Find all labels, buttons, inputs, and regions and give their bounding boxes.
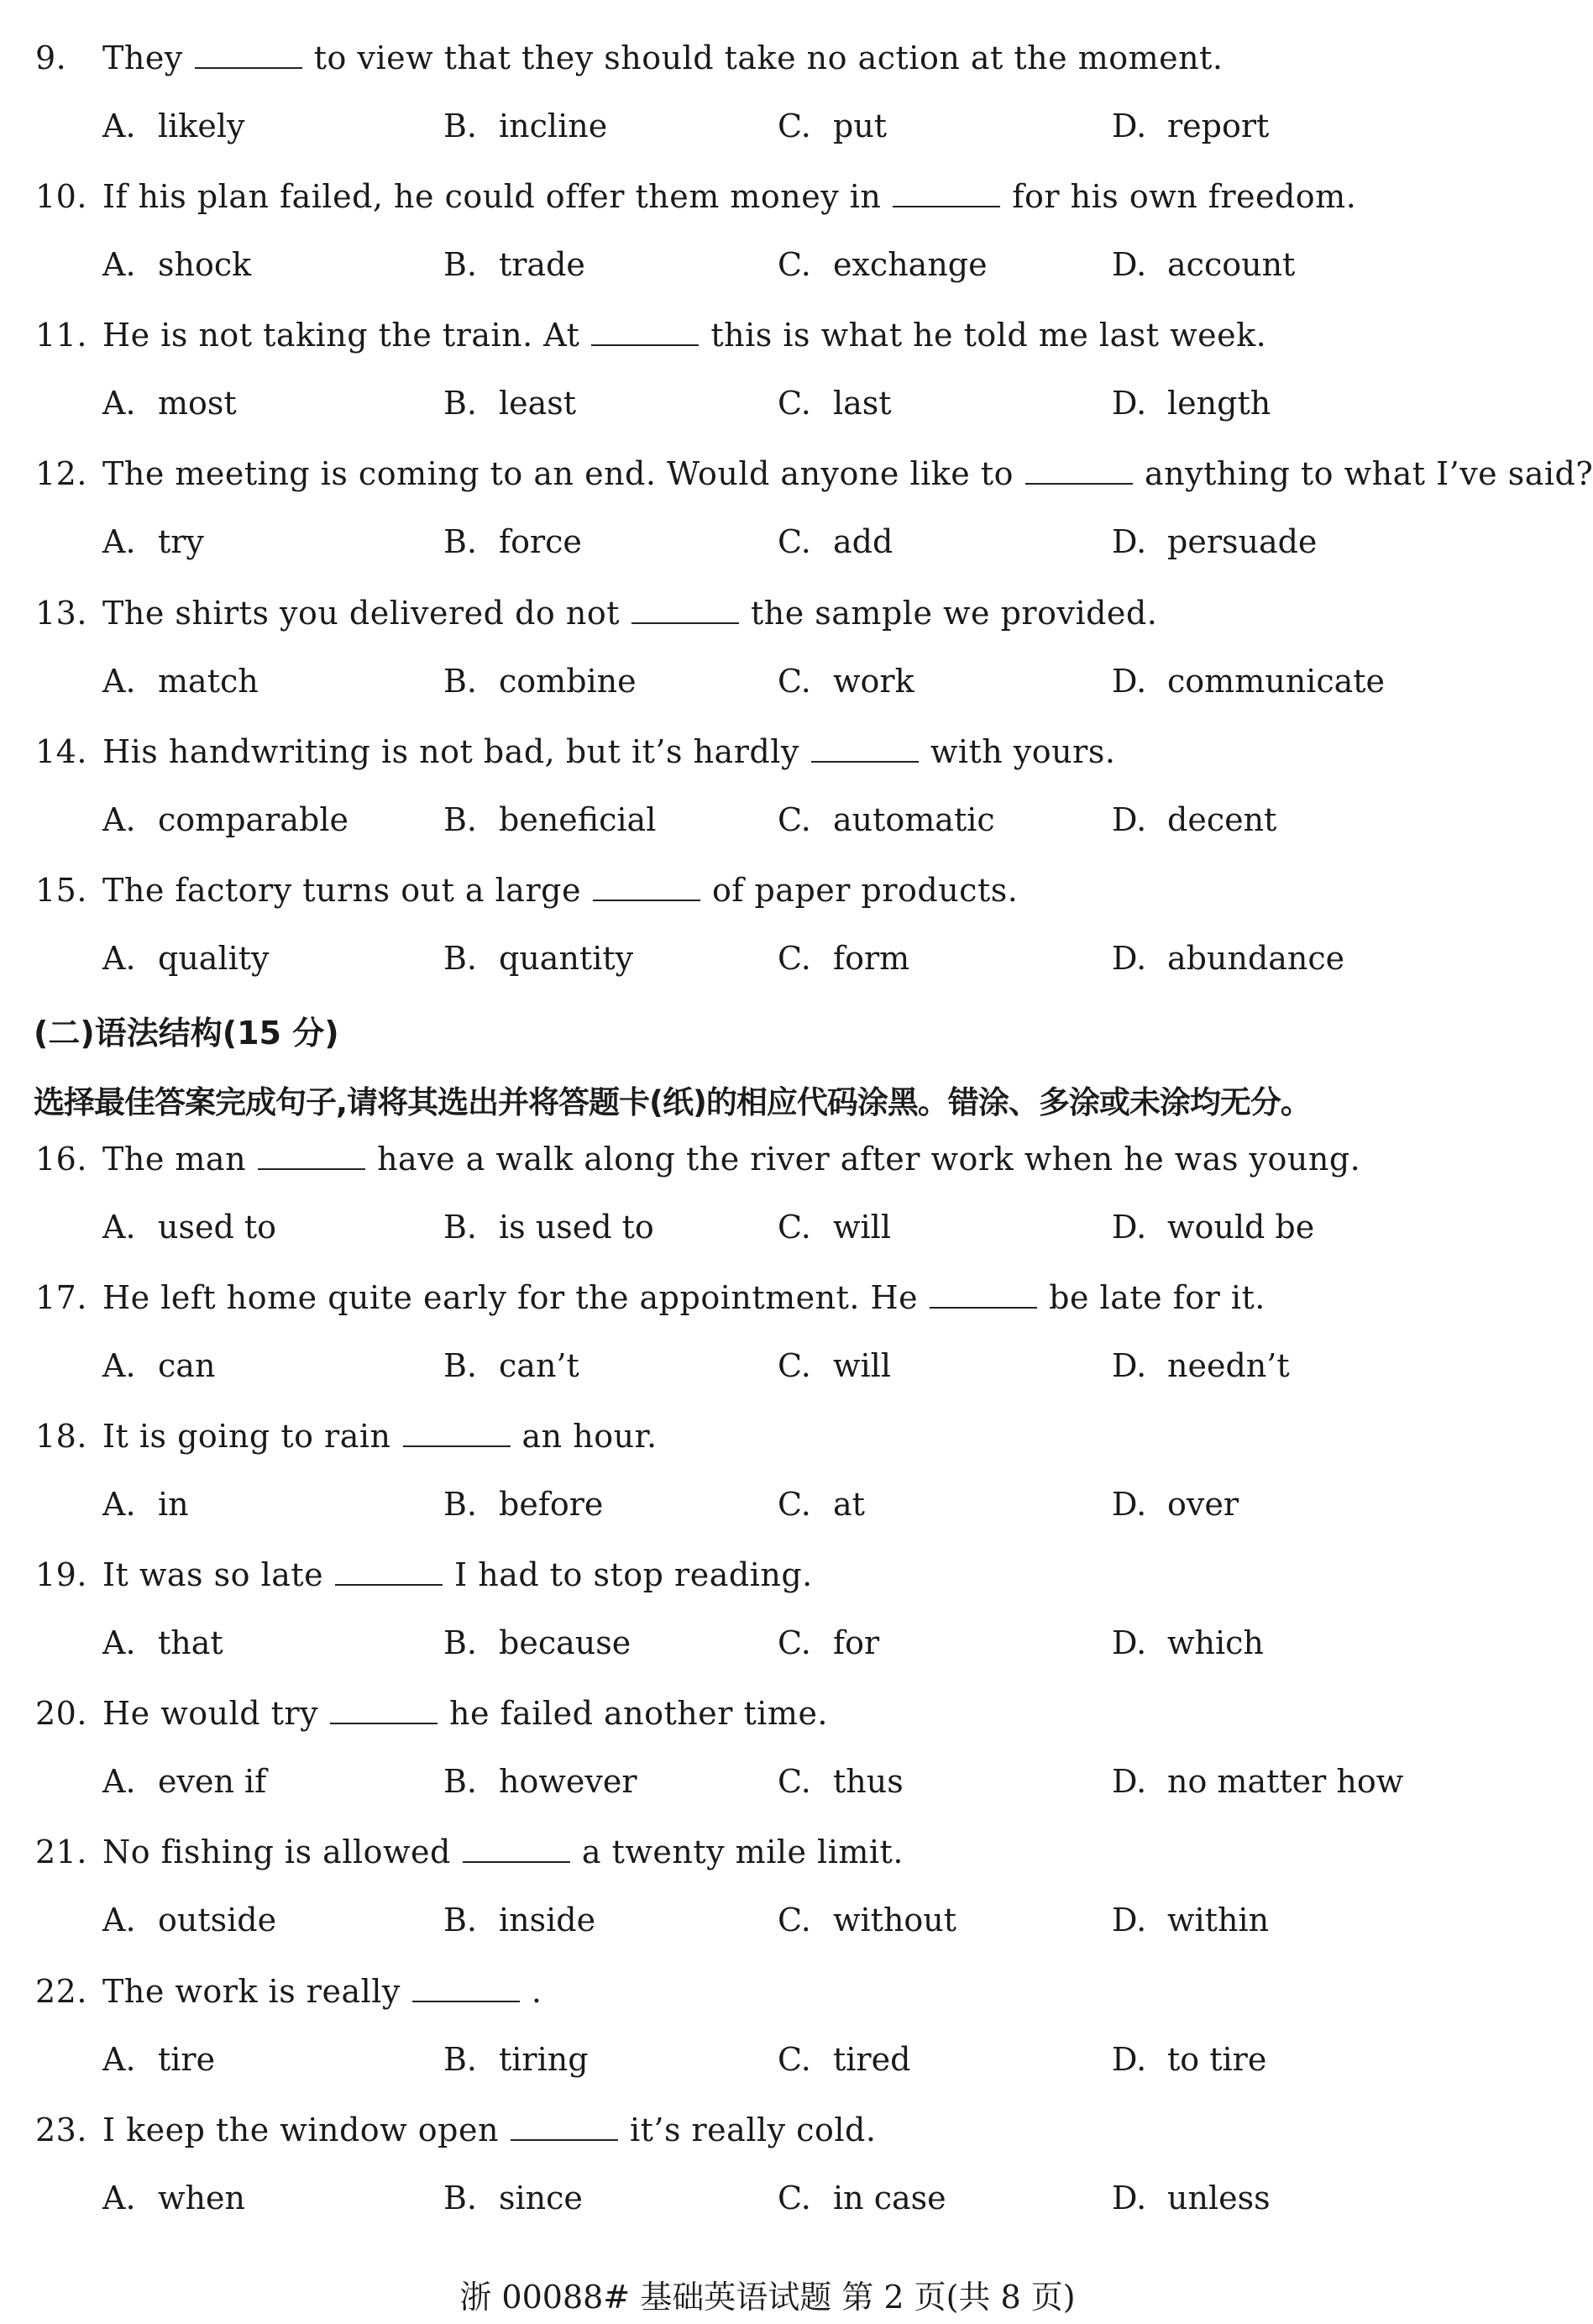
question-stem xyxy=(35,174,1356,218)
question-text-before: They xyxy=(102,39,183,76)
option-letter: B. xyxy=(443,1209,478,1246)
option-letter: A. xyxy=(102,1209,136,1246)
option-c xyxy=(778,105,887,147)
option-d xyxy=(1112,660,1385,702)
option-letter: A. xyxy=(102,108,136,144)
answer-blank xyxy=(893,174,1000,207)
answer-blank xyxy=(930,1275,1037,1309)
option-text: incline xyxy=(499,108,608,144)
option-text: tire xyxy=(158,2041,216,2078)
question-text-before: The meeting is coming to an end. Would anyone like to xyxy=(102,455,1014,492)
option-letter: B. xyxy=(443,1902,478,1938)
question-text-before: He is not taking the train. At xyxy=(102,317,580,354)
question-number: 22. xyxy=(35,1973,87,2010)
question-text-before: He left home quite early for the appointment. He xyxy=(102,1279,919,1316)
option-text: over xyxy=(1167,1486,1239,1523)
question-text-after: a twenty mile limit. xyxy=(581,1833,904,1870)
option-letter: B. xyxy=(443,1347,478,1384)
option-letter: B. xyxy=(443,940,478,977)
option-text: when xyxy=(158,2180,245,2216)
question-stem xyxy=(35,729,1115,773)
option-letter: D. xyxy=(1112,1763,1147,1800)
option-text: length xyxy=(1167,385,1271,422)
answer-blank xyxy=(195,35,302,69)
question-stem xyxy=(35,2107,876,2151)
option-a xyxy=(102,382,237,424)
option-text: unless xyxy=(1167,2180,1271,2216)
question-number: 19. xyxy=(35,1556,87,1593)
question-stem xyxy=(35,1691,828,1734)
option-letter: B. xyxy=(443,2041,478,2078)
question-number: 17. xyxy=(35,1279,87,1316)
option-text: add xyxy=(833,523,893,560)
option-b xyxy=(443,244,585,286)
option-letter: D. xyxy=(1112,385,1147,422)
option-c xyxy=(778,1345,891,1387)
option-b xyxy=(443,1760,637,1802)
option-text: persuade xyxy=(1167,523,1318,560)
answer-blank xyxy=(591,312,699,346)
option-letter: B. xyxy=(443,2180,478,2216)
question-text-after: with yours. xyxy=(930,733,1116,770)
question-text-after: to view that they should take no action at the moment. xyxy=(313,39,1224,76)
option-text: comparable xyxy=(158,801,348,838)
option-c xyxy=(778,244,988,286)
option-text: is used to xyxy=(499,1209,654,1246)
question-text-before: The work is really xyxy=(102,1973,401,2010)
answer-blank xyxy=(330,1691,438,1724)
question-text-after: the sample we provided. xyxy=(750,595,1158,632)
option-letter: B. xyxy=(443,108,478,144)
question-text-before: His handwriting is not bad, but it’s hardly xyxy=(102,733,799,770)
answer-blank xyxy=(1025,451,1133,485)
option-text: without xyxy=(833,1902,957,1938)
question-number: 9. xyxy=(35,39,67,76)
option-letter: D. xyxy=(1112,246,1147,283)
option-c xyxy=(778,660,914,702)
page-footer: 浙 00088# 基础英语试题 第 2 页(共 8 页) xyxy=(459,2279,1076,2316)
question-text-after: he failed another time. xyxy=(449,1695,829,1732)
option-text: in case xyxy=(833,2180,946,2216)
option-letter: A. xyxy=(102,1347,136,1384)
question-stem xyxy=(35,1829,904,1873)
option-text: form xyxy=(833,940,910,977)
option-text: to tire xyxy=(1167,2041,1267,2078)
question-text-after: have a walk along the river after work when he was young. xyxy=(377,1141,1361,1178)
option-b xyxy=(443,105,607,147)
option-a xyxy=(102,1760,266,1802)
option-letter: C. xyxy=(778,246,811,283)
option-letter: A. xyxy=(102,2041,136,2078)
option-text: within xyxy=(1167,1902,1270,1938)
option-text: force xyxy=(499,523,582,560)
question-text-before: If his plan failed, he could offer them money in xyxy=(102,178,882,215)
option-d xyxy=(1112,382,1271,424)
question-number: 13. xyxy=(35,595,87,632)
question-text-before: It was so late xyxy=(102,1556,324,1593)
option-text: for xyxy=(833,1624,880,1661)
option-letter: D. xyxy=(1112,1624,1147,1661)
question-text-after: it’s really cold. xyxy=(629,2112,877,2148)
question-stem xyxy=(35,1414,658,1457)
option-a xyxy=(102,1483,189,1525)
question-stem xyxy=(35,1136,1360,1180)
question-stem xyxy=(35,451,1593,495)
option-a xyxy=(102,1206,276,1248)
option-letter: B. xyxy=(443,523,478,560)
option-a xyxy=(102,244,251,286)
question-text-after: I had to stop reading. xyxy=(454,1556,813,1593)
option-text: in xyxy=(158,1486,189,1523)
option-letter: A. xyxy=(102,523,136,560)
option-text: outside xyxy=(158,1902,277,1938)
option-letter: C. xyxy=(778,663,811,700)
option-text: would be xyxy=(1167,1209,1315,1246)
option-a xyxy=(102,105,244,147)
option-letter: D. xyxy=(1112,663,1147,700)
option-letter: A. xyxy=(102,1624,136,1661)
option-a xyxy=(102,799,348,841)
option-text: before xyxy=(499,1486,604,1523)
option-text: try xyxy=(158,523,204,560)
option-letter: A. xyxy=(102,940,136,977)
option-text: put xyxy=(833,108,888,144)
option-letter: D. xyxy=(1112,108,1147,144)
option-a xyxy=(102,1899,276,1941)
option-text: abundance xyxy=(1167,940,1345,977)
option-letter: D. xyxy=(1112,2180,1147,2216)
option-letter: D. xyxy=(1112,801,1147,838)
option-text: last xyxy=(833,385,892,422)
option-b xyxy=(443,382,576,424)
option-b xyxy=(443,1206,654,1248)
option-a xyxy=(102,937,270,979)
option-letter: B. xyxy=(443,1486,478,1523)
option-text: account xyxy=(1167,246,1296,283)
option-letter: C. xyxy=(778,2041,811,2078)
option-a xyxy=(102,1345,215,1387)
option-letter: C. xyxy=(778,1486,811,1523)
option-c xyxy=(778,1206,891,1248)
option-letter: A. xyxy=(102,801,136,838)
option-c xyxy=(778,1760,904,1802)
option-b xyxy=(443,937,633,979)
question-text-after: of paper products. xyxy=(711,872,1019,909)
option-letter: D. xyxy=(1112,2041,1147,2078)
option-text: decent xyxy=(1167,801,1277,838)
option-d xyxy=(1112,521,1317,563)
option-letter: B. xyxy=(443,246,478,283)
option-text: least xyxy=(499,385,577,422)
option-text: however xyxy=(499,1763,637,1800)
question-number: 10. xyxy=(35,178,87,215)
option-text: will xyxy=(833,1209,891,1246)
question-stem xyxy=(35,1275,1265,1319)
option-c xyxy=(778,799,995,841)
option-d xyxy=(1112,1206,1314,1248)
question-stem xyxy=(35,868,1018,911)
answer-blank xyxy=(631,590,739,624)
answer-blank xyxy=(593,868,700,901)
question-text-after: be late for it. xyxy=(1049,1279,1265,1316)
answer-blank xyxy=(811,729,919,763)
question-number: 18. xyxy=(35,1418,87,1455)
option-text: which xyxy=(1167,1624,1264,1661)
option-text: beneficial xyxy=(499,801,657,838)
option-b xyxy=(443,1345,579,1387)
option-text: trade xyxy=(499,246,585,283)
option-a xyxy=(102,2177,245,2219)
question-stem xyxy=(35,1969,542,2012)
option-text: communicate xyxy=(1167,663,1386,700)
option-c xyxy=(778,1899,956,1941)
option-text: likely xyxy=(158,108,245,144)
question-text-before: The man xyxy=(102,1141,247,1178)
option-text: inside xyxy=(499,1902,596,1938)
option-letter: B. xyxy=(443,1763,478,1800)
option-letter: C. xyxy=(778,1347,811,1384)
option-letter: D. xyxy=(1112,1902,1147,1938)
option-text: quantity xyxy=(499,940,634,977)
option-c xyxy=(778,937,909,979)
option-c xyxy=(778,1483,865,1525)
option-c xyxy=(778,2038,910,2080)
option-d xyxy=(1112,1622,1264,1664)
question-number: 12. xyxy=(35,455,87,492)
option-letter: A. xyxy=(102,385,136,422)
option-d xyxy=(1112,937,1344,979)
option-a xyxy=(102,2038,215,2080)
option-text: since xyxy=(499,2180,583,2216)
option-d xyxy=(1112,1345,1290,1387)
option-b xyxy=(443,660,637,702)
option-letter: A. xyxy=(102,1902,136,1938)
question-text-before: No fishing is allowed xyxy=(102,1833,451,1870)
question-number: 16. xyxy=(35,1141,87,1178)
option-text: tiring xyxy=(499,2041,589,2078)
question-text-before: It is going to rain xyxy=(102,1418,391,1455)
option-letter: D. xyxy=(1112,940,1147,977)
question-number: 11. xyxy=(35,317,87,354)
question-text-after: an hour. xyxy=(521,1418,658,1455)
question-text-after: anything to what I’ve said? xyxy=(1145,455,1593,492)
option-a xyxy=(102,660,259,702)
option-d xyxy=(1112,105,1269,147)
question-number: 14. xyxy=(35,733,87,770)
option-text: that xyxy=(158,1624,223,1661)
option-text: exchange xyxy=(833,246,988,283)
option-letter: A. xyxy=(102,246,136,283)
option-letter: A. xyxy=(102,1486,136,1523)
option-c xyxy=(778,521,893,563)
option-c xyxy=(778,1622,879,1664)
option-letter: D. xyxy=(1112,1209,1147,1246)
option-text: shock xyxy=(158,246,252,283)
option-a xyxy=(102,521,204,563)
answer-blank xyxy=(258,1136,365,1170)
option-letter: C. xyxy=(778,2180,811,2216)
question-text-after: this is what he told me last week. xyxy=(710,317,1267,354)
option-letter: C. xyxy=(778,1209,811,1246)
option-text: even if xyxy=(158,1763,267,1800)
option-b xyxy=(443,1622,631,1664)
option-letter: C. xyxy=(778,801,811,838)
option-text: used to xyxy=(158,1209,277,1246)
option-d xyxy=(1112,799,1276,841)
option-letter: C. xyxy=(778,1763,811,1800)
option-b xyxy=(443,1483,603,1525)
option-letter: C. xyxy=(778,1902,811,1938)
option-letter: D. xyxy=(1112,1347,1147,1384)
question-number: 23. xyxy=(35,2112,87,2148)
option-text: at xyxy=(833,1486,865,1523)
question-text-before: I keep the window open xyxy=(102,2112,499,2148)
answer-blank xyxy=(463,1829,570,1863)
question-number: 20. xyxy=(35,1695,87,1732)
option-d xyxy=(1112,1899,1269,1941)
option-letter: A. xyxy=(102,1763,136,1800)
section-heading: (二)语法结构(15 分) xyxy=(34,1015,339,1052)
question-stem xyxy=(35,1552,813,1596)
option-b xyxy=(443,799,656,841)
option-b xyxy=(443,1899,595,1941)
option-text: most xyxy=(158,385,237,422)
option-c xyxy=(778,2177,946,2219)
option-d xyxy=(1112,2038,1266,2080)
option-text: because xyxy=(499,1624,631,1661)
option-text: can xyxy=(158,1347,216,1384)
question-stem xyxy=(35,312,1266,356)
option-letter: C. xyxy=(778,1624,811,1661)
answer-blank xyxy=(412,1969,520,2002)
option-text: tired xyxy=(833,2041,911,2078)
option-text: work xyxy=(833,663,914,700)
option-letter: D. xyxy=(1112,1486,1147,1523)
question-number: 21. xyxy=(35,1833,87,1870)
option-letter: C. xyxy=(778,523,811,560)
option-letter: B. xyxy=(443,1624,478,1661)
option-text: will xyxy=(833,1347,891,1384)
section-instruction: 选择最佳答案完成句子,请将其选出并将答题卡(纸)的相应代码涂黑。错涂、多涂或未涂均无分。 xyxy=(34,1084,1311,1120)
option-letter: B. xyxy=(443,801,478,838)
option-letter: B. xyxy=(443,385,478,422)
answer-blank xyxy=(511,2107,618,2141)
option-letter: C. xyxy=(778,108,811,144)
option-d xyxy=(1112,2177,1271,2219)
option-text: quality xyxy=(158,940,270,977)
question-number: 15. xyxy=(35,872,87,909)
option-text: match xyxy=(158,663,259,700)
question-stem xyxy=(35,590,1157,634)
option-letter: C. xyxy=(778,940,811,977)
option-d xyxy=(1112,1760,1403,1802)
option-letter: D. xyxy=(1112,523,1147,560)
question-text-before: The factory turns out a large xyxy=(102,872,581,909)
option-text: no matter how xyxy=(1167,1763,1404,1800)
answer-blank xyxy=(403,1414,511,1447)
question-text-before: The shirts you delivered do not xyxy=(102,595,620,632)
option-text: report xyxy=(1167,108,1270,144)
option-text: thus xyxy=(833,1763,904,1800)
option-text: needn’t xyxy=(1167,1347,1290,1384)
question-text-after: for his own freedom. xyxy=(1012,178,1357,215)
option-b xyxy=(443,2177,583,2219)
question-stem xyxy=(35,35,1223,79)
option-c xyxy=(778,382,892,424)
option-letter: B. xyxy=(443,663,478,700)
answer-blank xyxy=(335,1552,443,1586)
option-letter: C. xyxy=(778,385,811,422)
option-b xyxy=(443,521,582,563)
option-text: combine xyxy=(499,663,637,700)
option-text: can’t xyxy=(499,1347,579,1384)
option-letter: A. xyxy=(102,663,136,700)
option-text: automatic xyxy=(833,801,995,838)
option-b xyxy=(443,2038,589,2080)
option-d xyxy=(1112,1483,1239,1525)
option-letter: A. xyxy=(102,2180,136,2216)
question-text-before: He would try xyxy=(102,1695,319,1732)
option-d xyxy=(1112,244,1295,286)
question-text-after: . xyxy=(531,1973,542,2010)
option-a xyxy=(102,1622,223,1664)
